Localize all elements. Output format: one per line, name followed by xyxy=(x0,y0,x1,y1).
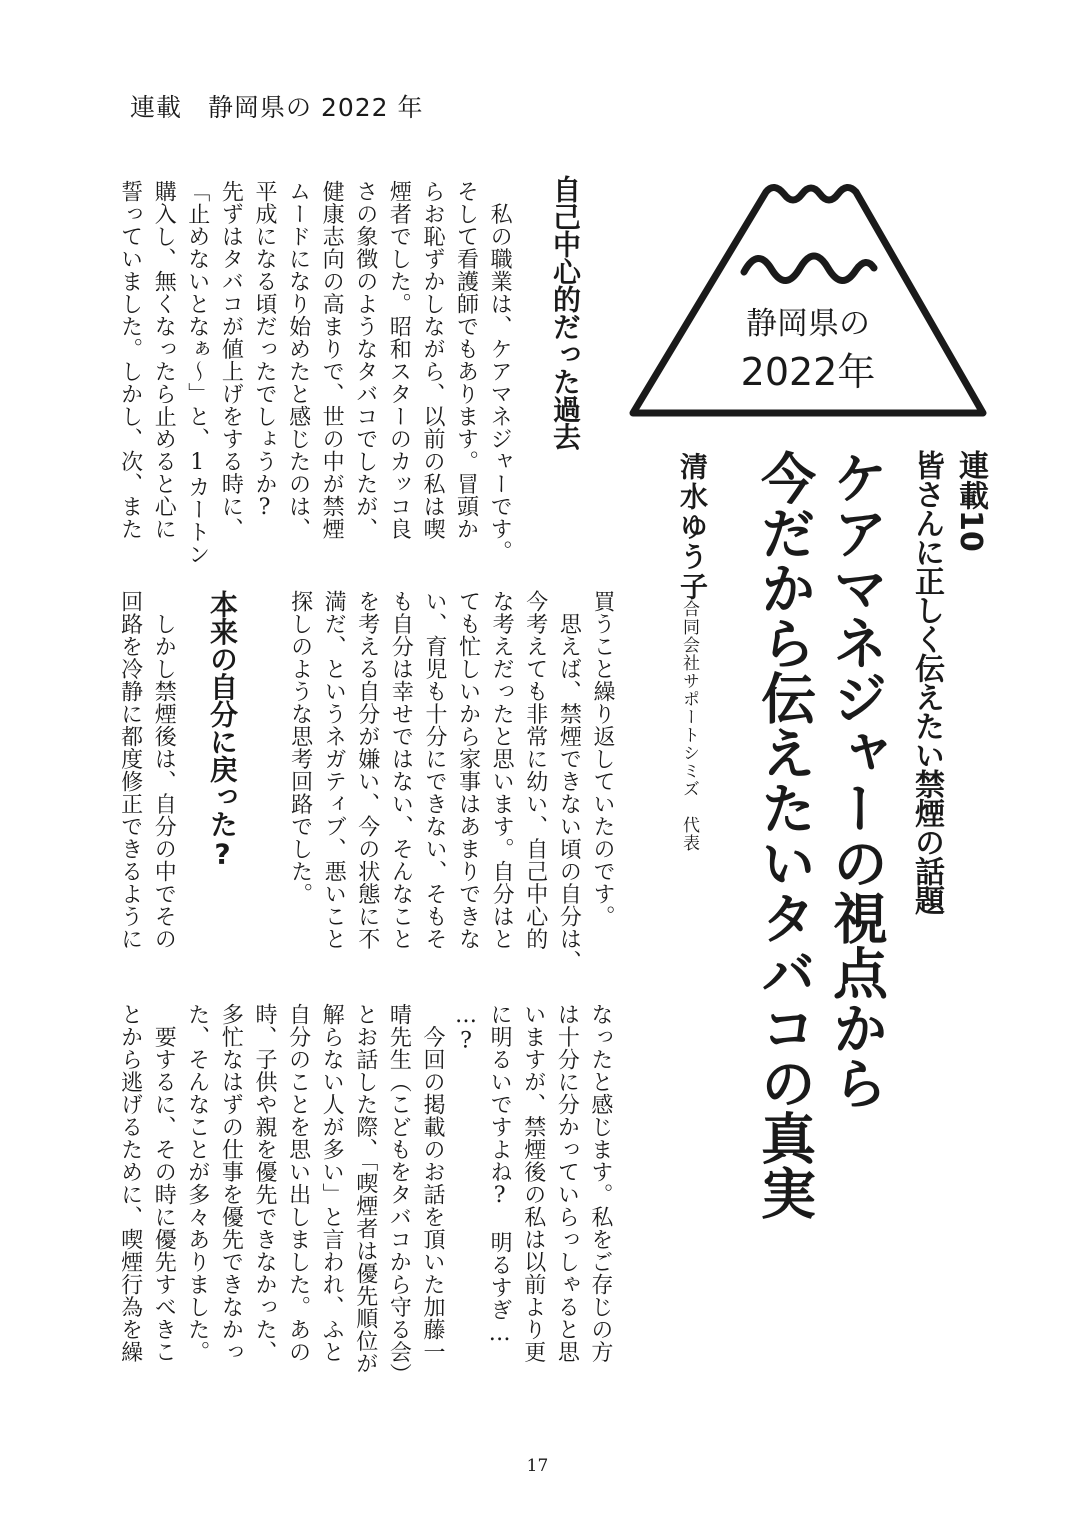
body-line: 時、子供や親を優先できなかった、 xyxy=(251,1003,277,1363)
body-line: とお話した際、「喫煙者は優先順位が xyxy=(352,1003,378,1375)
body-line: な考えだったと思います。自分はと xyxy=(489,590,515,950)
logo-text-line1: 静岡県の xyxy=(746,306,870,342)
body-line: を考える自分が嫌い、今の状態に不 xyxy=(354,590,380,950)
body-line: 回路を冷静に都度修正できるように xyxy=(117,590,143,950)
section-heading: 本来の自分に戻った? xyxy=(206,590,239,870)
body-line: 晴先生（こどもをタバコから守る会） xyxy=(386,1003,412,1386)
series-number: 連載10 xyxy=(953,450,988,552)
body-line: 今考えても非常に幼い、自己中心的 xyxy=(522,590,548,950)
body-line: 今回の掲載のお話を頂いた加藤一 xyxy=(419,1003,445,1363)
body-line: そして看護師でもあります。冒頭か xyxy=(453,180,479,540)
body-text-block xyxy=(113,1003,617,1386)
body-line: 探しのような思考回路でした。 xyxy=(287,590,313,905)
body-line: 自分のことを思い出しました。あの xyxy=(285,1003,311,1363)
body-line: しかし禁煙後は、自分の中でその xyxy=(151,590,177,950)
body-line: 「止めないとなぁ～」と、1カートン xyxy=(184,180,210,566)
article-title-line2: 今だから伝えたいタバコの真実 xyxy=(752,450,817,1220)
article-title-line1: ケアマネジャーの視点から xyxy=(824,450,889,1110)
body-line: 要するに、その時に優先すべきこ xyxy=(151,1003,177,1363)
body-line: は十分に分かっていらっしゃると思 xyxy=(554,1003,580,1363)
body-line: 買うこと繰り返していたのです。 xyxy=(589,590,615,928)
body-line: らお恥ずかしながら、以前の私は喫 xyxy=(419,180,445,540)
body-line: 平成になる頃だったでしょうか? xyxy=(251,180,277,521)
article-subtitle: 皆さんに正しく伝えたい禁煙の話題 xyxy=(909,450,944,914)
series-header: 連載 静岡県の 2022 年 xyxy=(130,93,424,122)
section-heading: 自己中心的だった過去 xyxy=(549,175,582,450)
logo-text-line2: 2022年 xyxy=(740,350,876,394)
body-line: いますが、禁煙後の私は以前より更 xyxy=(520,1003,546,1363)
body-line: とから逃げるために、喫煙行為を繰 xyxy=(117,1003,143,1363)
body-line: も自分は幸せではない、そんなこと xyxy=(388,590,414,950)
body-line: 購入し、無くなったら止めると心に xyxy=(151,180,177,540)
body-line: 解らない人が多い」と言われ、ふと xyxy=(319,1003,345,1363)
page-number: 17 xyxy=(526,1456,549,1476)
body-line: 私の職業は、ケアマネジャーです。 xyxy=(487,180,513,563)
body-line: 多忙なはずの仕事を優先できなかっ xyxy=(218,1003,244,1363)
body-line: 健康志向の高まりで、世の中が禁煙 xyxy=(319,180,345,540)
body-line: い、育児も十分にできない、そもそ xyxy=(421,590,447,950)
body-line: ても忙しいから家事はあまりできな xyxy=(455,590,481,950)
body-text-block xyxy=(283,590,619,973)
body-line: …? xyxy=(453,1003,479,1054)
body-line: さの象徴のようなタバコでしたが、 xyxy=(352,180,378,540)
body-line: 誓っていました。しかし、次、また xyxy=(117,180,143,540)
author-affiliation: 合同会社サポートシミズ 代表 xyxy=(679,600,699,852)
body-text-block xyxy=(113,590,180,960)
body-line: なったと感じます。私をご存じの方 xyxy=(587,1003,613,1363)
body-line: ムードになり始めたと感じたのは、 xyxy=(285,180,311,540)
body-text-block xyxy=(113,180,516,566)
body-line: に明るいですよね? 明るすぎ… xyxy=(487,1003,513,1347)
body-line: 先ずはタバコが値上げをする時に、 xyxy=(218,180,244,540)
body-line: た、そんなことが多々ありました。 xyxy=(184,1003,210,1363)
author-name: 清水ゆう子 xyxy=(676,452,709,602)
body-line: 煙者でした。昭和スターのカッコ良 xyxy=(386,180,412,540)
body-line: 思えば、禁煙できない頃の自分は、 xyxy=(556,590,582,973)
body-line: 満だ、というネガティブ、悪いこと xyxy=(321,590,347,950)
